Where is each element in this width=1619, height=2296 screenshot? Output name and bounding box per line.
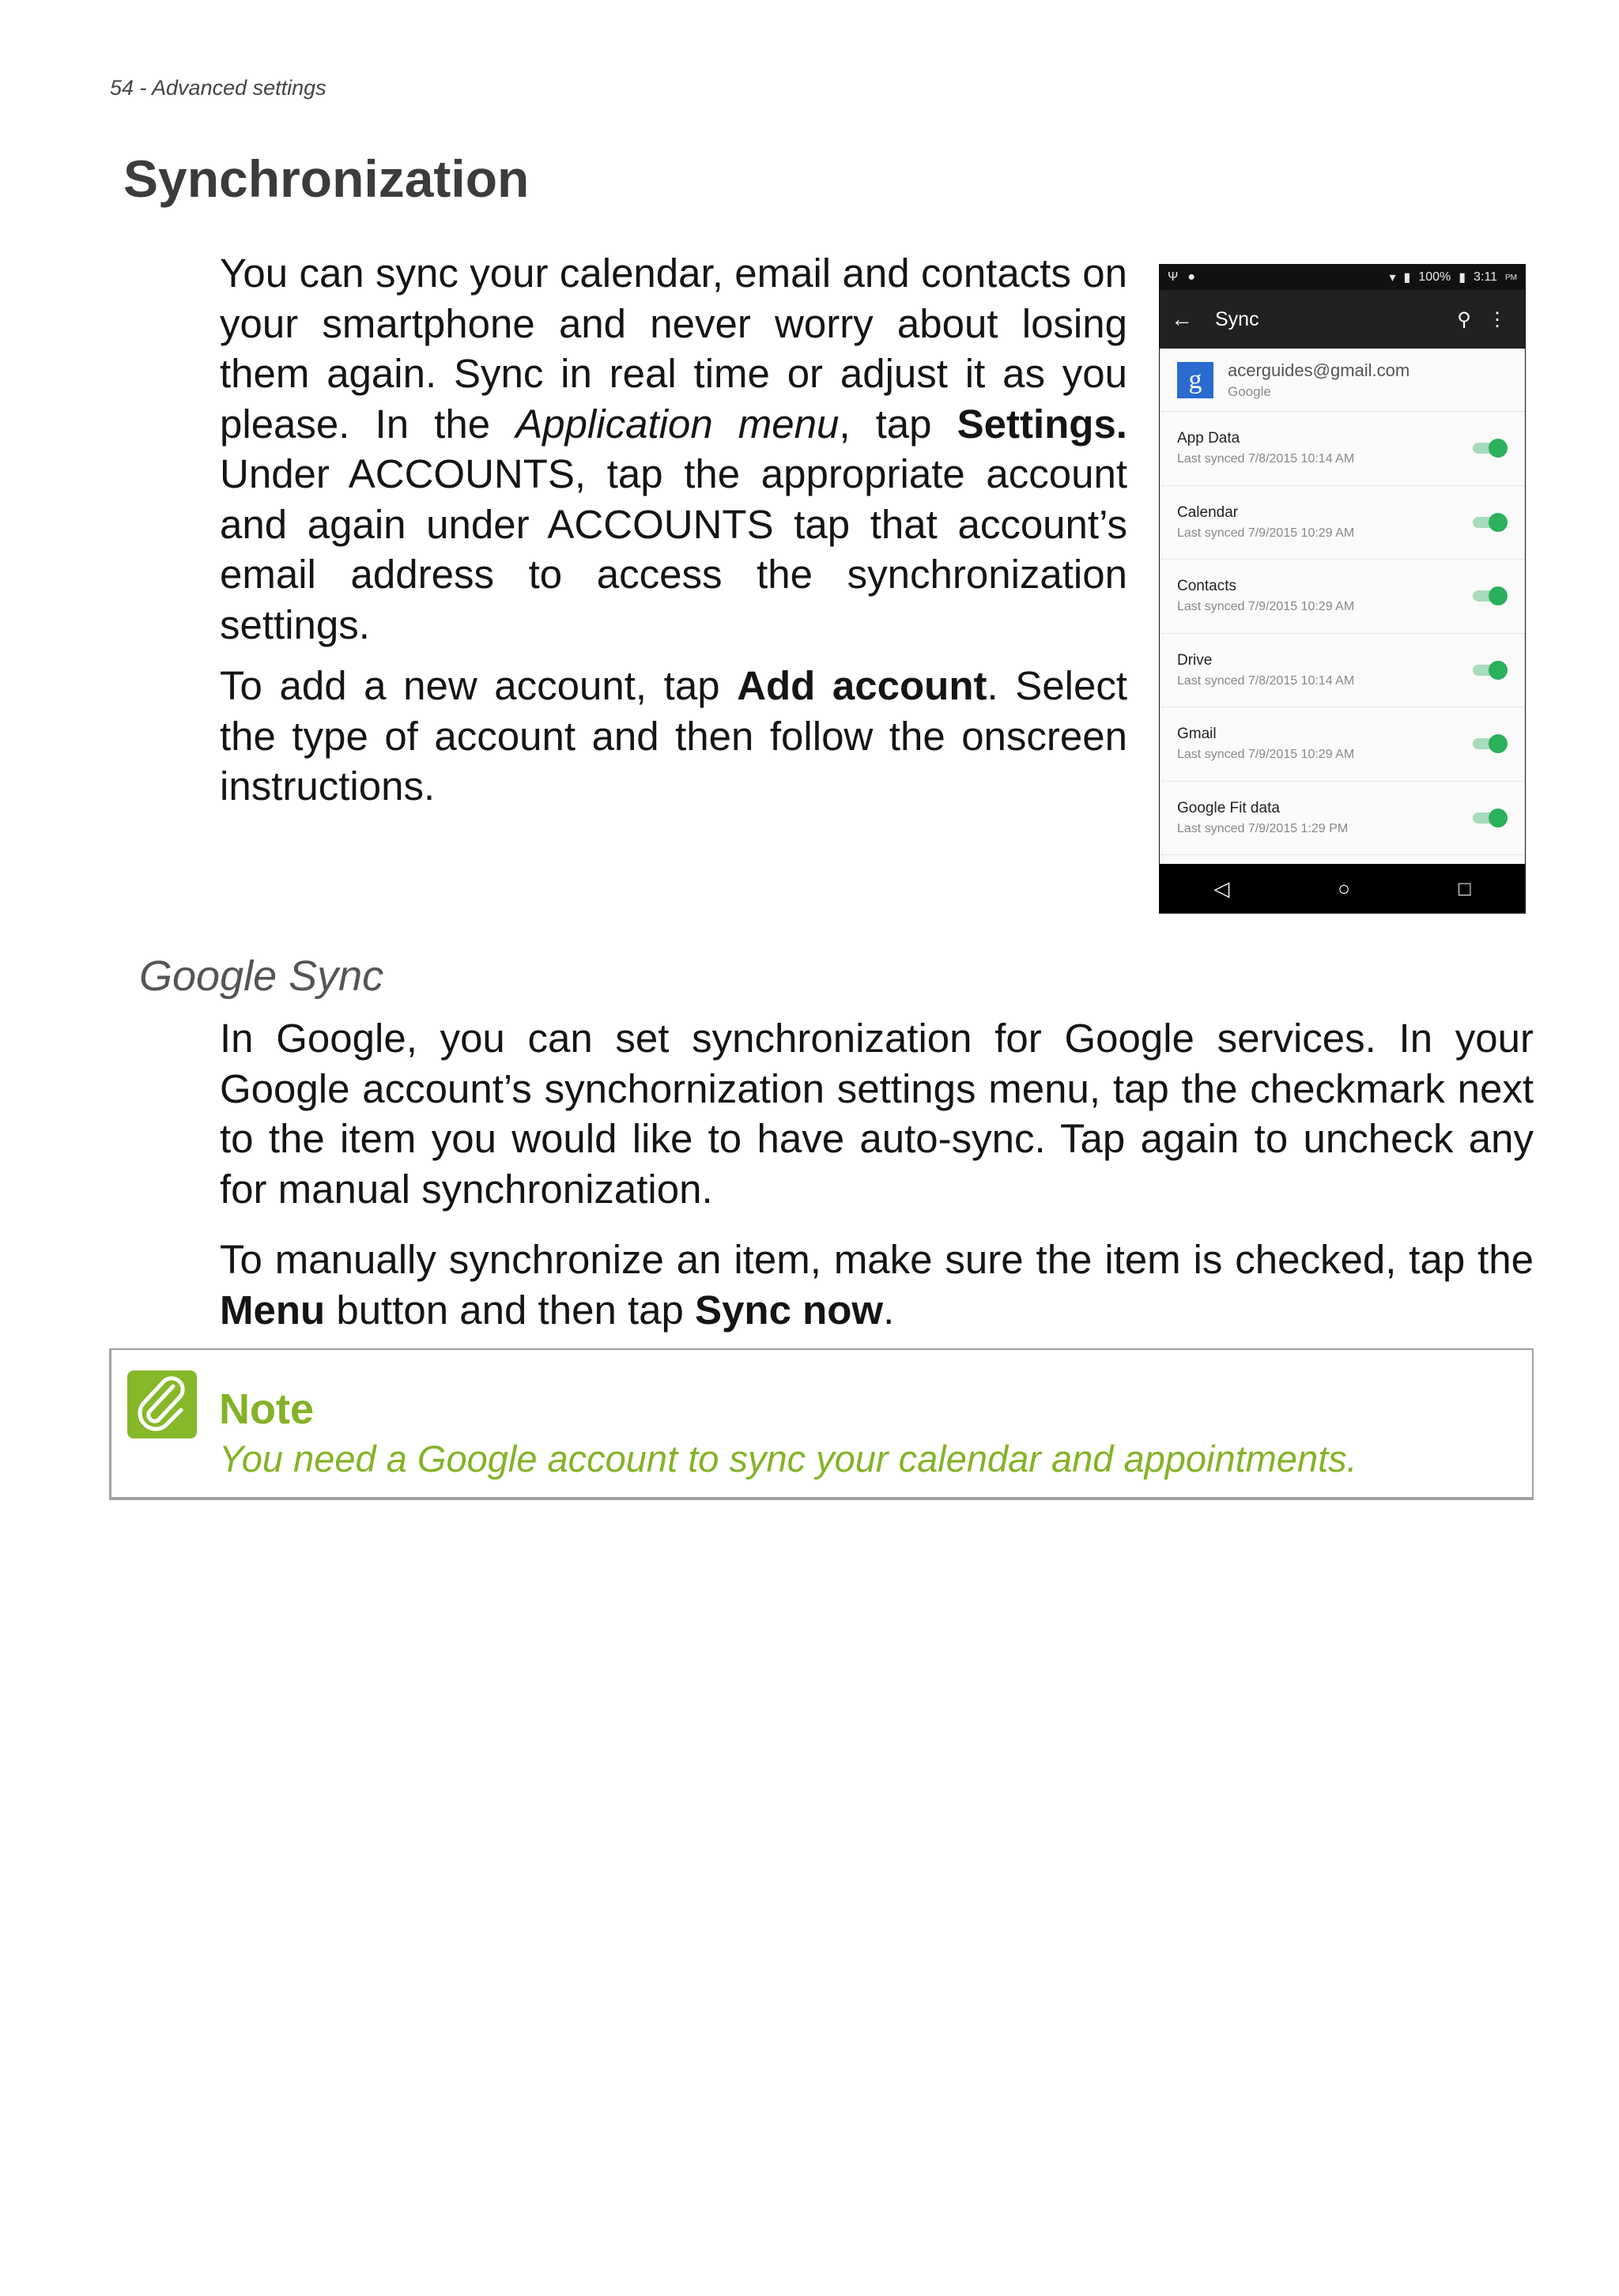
note-box bbox=[109, 1348, 1534, 1500]
sync-item-last-synced: Last synced 7/9/2015 1:29 PM bbox=[1177, 821, 1349, 835]
note-title: Note bbox=[219, 1386, 314, 1433]
sync-toggle[interactable] bbox=[1471, 806, 1508, 830]
wifi-icon: ▾ bbox=[1389, 271, 1396, 285]
note-text: You need a Google account to sync your calendar and appointments. bbox=[219, 1438, 1357, 1480]
sync-item-name: Google Fit data bbox=[1177, 799, 1280, 816]
back-arrow-icon[interactable]: ← bbox=[1171, 307, 1193, 331]
paragraph-add-account bbox=[220, 661, 1127, 812]
sync-item-gmail[interactable] bbox=[1160, 707, 1525, 782]
status-bar bbox=[1160, 265, 1525, 290]
sync-item-last-synced: Last synced 7/9/2015 10:29 AM bbox=[1177, 526, 1355, 540]
app-bar-title: Sync bbox=[1215, 307, 1259, 330]
sync-toggle[interactable] bbox=[1471, 511, 1508, 534]
nav-recents-icon[interactable]: □ bbox=[1458, 876, 1471, 900]
paperclip-icon bbox=[127, 1370, 197, 1438]
sync-item-app-data[interactable] bbox=[1160, 412, 1525, 486]
clock: 3:11 bbox=[1474, 270, 1497, 284]
sync-item-name: Calendar bbox=[1177, 503, 1239, 521]
sync-item-last-synced: Last synced 7/9/2015 10:29 AM bbox=[1177, 600, 1355, 614]
nav-back-icon[interactable]: ◁ bbox=[1213, 876, 1230, 900]
clock-ampm: PM bbox=[1505, 273, 1517, 282]
sync-item-name: Drive bbox=[1177, 651, 1213, 669]
p4-menu: Menu bbox=[220, 1287, 326, 1333]
p2-text-a: To add a new account, tap bbox=[220, 663, 738, 708]
sync-item-name: App Data bbox=[1177, 430, 1240, 447]
signal-icon: ▮ bbox=[1403, 271, 1411, 285]
sync-item-calendar[interactable] bbox=[1160, 486, 1525, 560]
p1-text-b: , tap bbox=[839, 401, 957, 447]
p4-text-a: To manually synchronize an item, make sure the item is checked, tap the bbox=[220, 1237, 1534, 1282]
android-debug-icon: ● bbox=[1187, 270, 1196, 284]
paragraph-google-sync: In Google, you can set synchronization for Google services. In your Google account’s synchornization settings menu, tap the checkmark next to the item you would like to have auto-sync. Tap again to uncheck any for manual synchronization. bbox=[220, 1016, 1534, 1212]
p2-text-b: . Select the type of account and then follow the onscreen instructions. bbox=[220, 663, 1127, 809]
paragraph-manual-sync bbox=[220, 1235, 1534, 1335]
overflow-menu-icon[interactable]: ⋮ bbox=[1488, 308, 1507, 330]
search-icon[interactable]: ⚲ bbox=[1457, 308, 1471, 330]
sync-item-last-synced: Last synced 7/8/2015 10:14 AM bbox=[1177, 673, 1355, 688]
p4-text-c: . bbox=[883, 1287, 895, 1333]
account-email: acerguides@gmail.com bbox=[1228, 360, 1410, 380]
nav-home-icon[interactable]: ○ bbox=[1338, 876, 1350, 900]
sync-item-drive[interactable] bbox=[1160, 634, 1525, 708]
sync-toggle[interactable] bbox=[1471, 436, 1508, 460]
app-bar bbox=[1160, 290, 1525, 349]
nav-bar bbox=[1160, 864, 1525, 913]
p1-settings: Settings. bbox=[957, 401, 1127, 447]
account-header bbox=[1160, 349, 1525, 412]
sync-item-name: Gmail bbox=[1177, 726, 1217, 743]
account-type: Google bbox=[1228, 383, 1271, 399]
sync-item-google-fit[interactable] bbox=[1160, 782, 1525, 856]
sync-item-contacts[interactable] bbox=[1160, 560, 1525, 634]
battery-percent: 100% bbox=[1418, 270, 1451, 284]
paragraph-sync-intro bbox=[220, 248, 1127, 650]
section-title-google-sync: Google Sync bbox=[139, 952, 384, 1000]
page-header: 54 - Advanced settings bbox=[110, 76, 326, 100]
google-logo-icon: g bbox=[1177, 362, 1213, 398]
phone-screenshot bbox=[1159, 264, 1526, 914]
sync-item-last-synced: Last synced 7/8/2015 10:14 AM bbox=[1177, 452, 1355, 466]
p4-text-b: button and then tap bbox=[325, 1287, 696, 1333]
section-title-synchronization: Synchronization bbox=[123, 149, 530, 208]
battery-icon: ▮ bbox=[1459, 271, 1466, 285]
sync-toggle[interactable] bbox=[1471, 658, 1508, 682]
p1-text-c: Under ACCOUNTS, tap the appropriate account and again under ACCOUNTS tap that account’s email address to access the synchronization settings. bbox=[220, 451, 1127, 647]
sync-content bbox=[1160, 349, 1525, 864]
p2-add-account: Add account bbox=[737, 663, 987, 708]
sync-toggle[interactable] bbox=[1471, 732, 1508, 756]
usb-icon: Ψ bbox=[1168, 270, 1179, 284]
p4-sync-now: Sync now bbox=[695, 1287, 884, 1333]
sync-item-name: Contacts bbox=[1177, 578, 1236, 595]
sync-toggle[interactable] bbox=[1471, 584, 1508, 608]
sync-item-last-synced: Last synced 7/9/2015 10:29 AM bbox=[1177, 748, 1355, 762]
p1-text-a: You can sync your calendar, email and contacts on your smartphone and never worry about losing them again. Sync in real time or adjust it as you please. In the bbox=[220, 251, 1127, 447]
p1-application-menu: Application menu bbox=[515, 401, 840, 447]
